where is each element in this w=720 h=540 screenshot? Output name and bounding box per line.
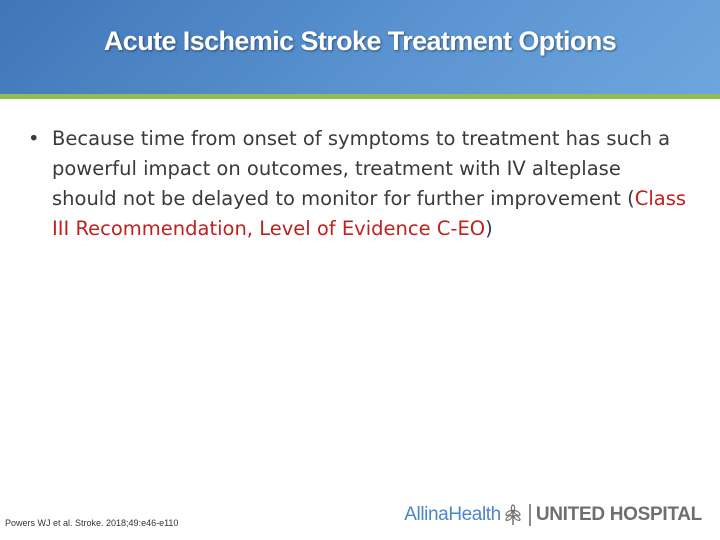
bullet-marker: • <box>28 127 40 150</box>
bullet-text-end: ) <box>485 217 493 240</box>
slide-title: Acute Ischemic Stroke Treatment Options <box>103 26 617 56</box>
allina-united-hospital-logo <box>404 502 702 528</box>
logo-divider <box>529 504 531 526</box>
bullet-point <box>28 124 688 244</box>
recommendation-class-text: Class III Recommendation, Level of Evidence C-EO <box>52 187 687 240</box>
bullet-text-main: Because time from onset of symptoms to treatment has such a powerful impact on outcomes, treatment with IV alteplase should not be delayed to monitor for further improvement ( <box>52 127 671 210</box>
logo-brand-text: AllinaHealth <box>404 504 501 525</box>
leaf-sprig-icon <box>502 504 524 526</box>
citation: Powers WJ et al. Stroke. 2018;49:e46-e110 <box>5 518 179 528</box>
logo-hospital-text: UNITED HOSPITAL <box>535 504 702 525</box>
bullet-text <box>52 124 688 244</box>
title-banner-accent-stripe <box>0 94 720 99</box>
